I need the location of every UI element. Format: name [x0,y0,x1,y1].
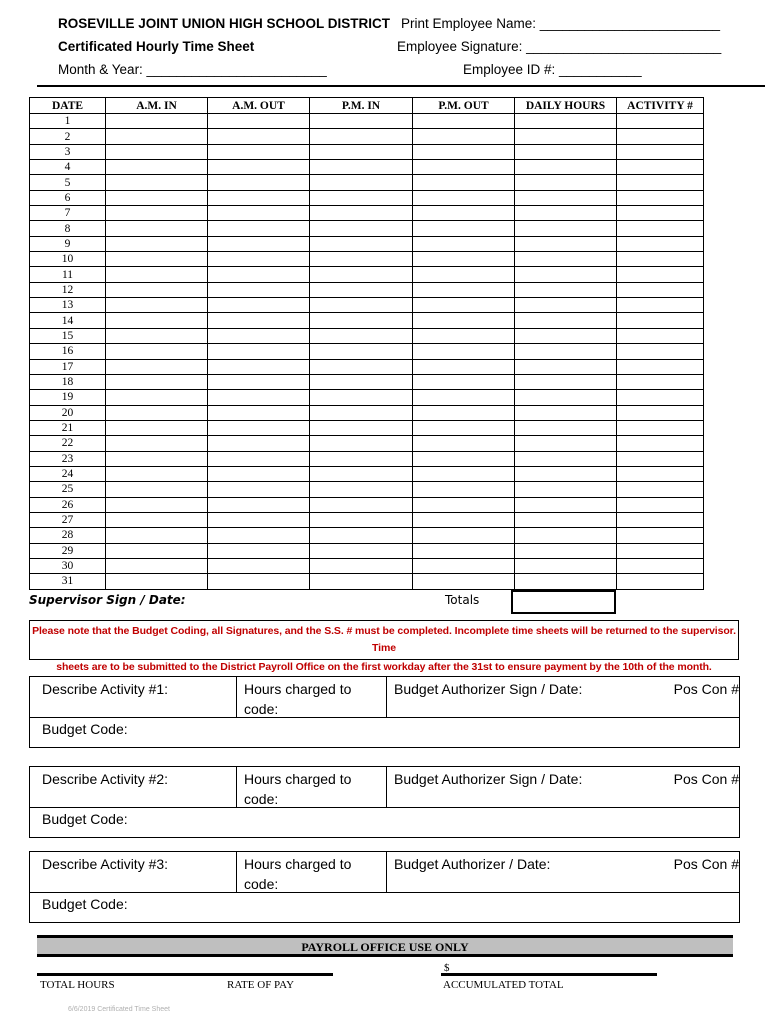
time-entry-cell[interactable] [208,344,310,359]
time-entry-cell[interactable] [310,114,413,129]
time-entry-cell[interactable] [617,190,704,205]
budget-code-field[interactable]: Budget Code: [42,811,128,827]
time-entry-cell[interactable] [106,221,208,236]
time-entry-cell[interactable] [617,114,704,129]
time-entry-cell[interactable] [208,206,310,221]
time-entry-cell[interactable] [413,512,515,527]
time-entry-cell[interactable] [310,282,413,297]
describe-activity-field[interactable]: Describe Activity #1: [42,681,169,697]
employee-id-field[interactable]: Employee ID #: ___________ [463,62,642,77]
day-number: 20 [30,405,106,420]
time-entry-cell[interactable] [310,451,413,466]
time-entry-cell[interactable] [106,344,208,359]
accumulated-total-label: ACCUMULATED TOTAL [443,979,564,991]
table-row [30,344,704,359]
time-entry-cell[interactable] [515,451,617,466]
time-entry-cell[interactable] [413,190,515,205]
time-entry-cell[interactable] [106,236,208,251]
supervisor-sign-label: Supervisor Sign / Date: [29,593,186,607]
day-number: 2 [30,129,106,144]
time-entry-cell[interactable] [515,420,617,435]
time-entry-cell[interactable] [617,175,704,190]
grid-col-header: ACTIVITY # [617,98,704,114]
time-entry-cell[interactable] [515,114,617,129]
table-row [30,236,704,251]
table-row [30,574,704,589]
time-entry-cell[interactable] [106,206,208,221]
time-entry-cell[interactable] [515,144,617,159]
table-row [30,420,704,435]
time-entry-cell[interactable] [208,313,310,328]
table-row [30,451,704,466]
accumulated-total-line[interactable] [441,973,657,976]
time-entry-cell[interactable] [310,206,413,221]
table-row [30,144,704,159]
time-entry-cell[interactable] [617,252,704,267]
day-number: 5 [30,175,106,190]
grid-col-header: DAILY HOURS [515,98,617,114]
time-entry-cell[interactable] [413,313,515,328]
table-row [30,114,704,129]
time-entry-cell[interactable] [617,160,704,175]
time-entry-cell[interactable] [208,236,310,251]
budget-authorizer-field[interactable]: Budget Authorizer Sign / Date: [394,771,583,787]
time-entry-cell[interactable] [106,175,208,190]
day-number: 23 [30,451,106,466]
grid-header-row [30,98,704,114]
time-entry-cell[interactable] [413,129,515,144]
time-entry-cell[interactable] [208,298,310,313]
time-entry-cell[interactable] [413,236,515,251]
time-entry-cell[interactable] [208,512,310,527]
day-number: 7 [30,206,106,221]
time-entry-cell[interactable] [106,466,208,481]
time-entry-cell[interactable] [413,466,515,481]
time-entry-cell[interactable] [515,221,617,236]
day-number: 28 [30,528,106,543]
time-entry-cell[interactable] [413,390,515,405]
time-entry-cell[interactable] [413,451,515,466]
table-row [30,374,704,389]
time-entry-cell[interactable] [310,466,413,481]
time-entry-cell[interactable] [208,436,310,451]
note-line-1: Please note that the Budget Coding, all Signatures, and the S.S. # must be completed. Incomplete time sheets will be returned to the supervisor. Time [32,625,736,654]
hours-charged-field[interactable]: Hours charged to code: [244,681,352,717]
time-entry-cell[interactable] [413,114,515,129]
table-row [30,512,704,527]
time-entry-cell[interactable] [106,267,208,282]
time-entry-cell[interactable] [208,482,310,497]
hours-charged-field[interactable]: Hours charged to code: [244,771,352,807]
time-entry-cell[interactable] [617,313,704,328]
time-entry-cell[interactable] [515,497,617,512]
time-entry-cell[interactable] [515,298,617,313]
time-entry-cell[interactable] [413,144,515,159]
note-line-2: sheets are to be submitted to the District Payroll Office on the first workday after the 31st to ensure payment by the 10th of the month. [56,661,712,673]
time-entry-cell[interactable] [208,221,310,236]
time-entry-cell[interactable] [310,344,413,359]
day-number: 31 [30,574,106,589]
time-entry-cell[interactable] [515,359,617,374]
time-entry-cell[interactable] [515,512,617,527]
time-entry-cell[interactable] [310,512,413,527]
grid-col-header: P.M. OUT [413,98,515,114]
time-entry-cell[interactable] [310,313,413,328]
day-number: 18 [30,374,106,389]
time-entry-cell[interactable] [617,359,704,374]
time-entry-cell[interactable] [106,359,208,374]
day-number: 17 [30,359,106,374]
day-number: 12 [30,282,106,297]
activity-block-2 [29,766,740,838]
day-number: 22 [30,436,106,451]
time-entry-cell[interactable] [617,221,704,236]
time-entry-cell[interactable] [208,466,310,481]
time-entry-cell[interactable] [208,574,310,589]
table-row [30,175,704,190]
time-entry-cell[interactable] [515,252,617,267]
grid-col-header: A.M. OUT [208,98,310,114]
time-entry-cell[interactable] [617,420,704,435]
time-entry-cell[interactable] [310,359,413,374]
day-number: 21 [30,420,106,435]
time-entry-cell[interactable] [515,190,617,205]
time-entry-cell[interactable] [413,252,515,267]
time-entry-cell[interactable] [515,344,617,359]
time-entry-cell[interactable] [617,282,704,297]
table-row [30,282,704,297]
time-entry-cell[interactable] [208,374,310,389]
district-name: ROSEVILLE JOINT UNION HIGH SCHOOL DISTRICT [58,16,391,31]
day-number: 25 [30,482,106,497]
time-entry-cell[interactable] [310,482,413,497]
time-entry-cell[interactable] [106,298,208,313]
activity-block-1 [29,676,740,748]
table-row [30,206,704,221]
time-entry-cell[interactable] [310,328,413,343]
time-entry-cell[interactable] [515,390,617,405]
month-year-field[interactable]: Month & Year: ________________________ [58,62,327,77]
time-entry-cell[interactable] [310,144,413,159]
table-row [30,497,704,512]
time-entry-cell[interactable] [208,543,310,558]
time-entry-cell[interactable] [413,574,515,589]
total-hours-label: TOTAL HOURS [40,979,115,991]
time-entry-cell[interactable] [106,497,208,512]
time-entry-cell[interactable] [617,267,704,282]
time-entry-cell[interactable] [617,129,704,144]
table-row [30,252,704,267]
day-number: 10 [30,252,106,267]
table-row [30,313,704,328]
time-entry-cell[interactable] [310,160,413,175]
day-number: 6 [30,190,106,205]
table-row [30,482,704,497]
time-entry-cell[interactable] [515,206,617,221]
table-row [30,359,704,374]
day-number: 4 [30,160,106,175]
table-row [30,190,704,205]
pos-con-field[interactable]: Pos Con # [673,856,739,872]
time-entry-cell[interactable] [617,390,704,405]
time-entry-cell[interactable] [106,190,208,205]
time-entry-cell[interactable] [617,405,704,420]
time-entry-cell[interactable] [617,344,704,359]
table-row [30,543,704,558]
time-entry-cell[interactable] [208,267,310,282]
time-entry-cell[interactable] [413,359,515,374]
submission-note [29,620,739,673]
totals-label: Totals [445,593,480,607]
time-entry-cell[interactable] [515,282,617,297]
time-entry-cell[interactable] [208,328,310,343]
time-entry-cell[interactable] [310,436,413,451]
time-entry-cell[interactable] [106,160,208,175]
day-number: 14 [30,313,106,328]
time-entry-cell[interactable] [310,528,413,543]
time-entry-cell[interactable] [413,221,515,236]
time-entry-cell[interactable] [208,528,310,543]
time-entry-cell[interactable] [106,114,208,129]
time-entry-cell[interactable] [310,221,413,236]
activity-block-3 [29,851,740,923]
time-entry-cell[interactable] [310,129,413,144]
time-entry-cell[interactable] [310,267,413,282]
day-number: 27 [30,512,106,527]
table-row [30,528,704,543]
budget-code-field[interactable]: Budget Code: [42,896,128,912]
time-entry-cell[interactable] [617,298,704,313]
time-entry-cell[interactable] [310,497,413,512]
time-entry-cell[interactable] [106,252,208,267]
time-entry-cell[interactable] [617,543,704,558]
time-entry-cell[interactable] [208,160,310,175]
time-entry-cell[interactable] [413,528,515,543]
time-entry-cell[interactable] [515,129,617,144]
dollar-sign: $ [444,962,450,974]
time-entry-cell[interactable] [617,451,704,466]
day-number: 1 [30,114,106,129]
time-entry-cell[interactable] [106,129,208,144]
day-number: 16 [30,344,106,359]
time-entry-cell[interactable] [310,175,413,190]
time-entry-cell[interactable] [413,558,515,573]
time-entry-cell[interactable] [208,451,310,466]
time-entry-cell[interactable] [310,574,413,589]
time-entry-cell[interactable] [413,160,515,175]
time-entry-cell[interactable] [515,236,617,251]
time-entry-cell[interactable] [617,497,704,512]
table-row [30,436,704,451]
time-entry-cell[interactable] [106,436,208,451]
budget-code-field[interactable]: Budget Code: [42,721,128,737]
time-entry-cell[interactable] [208,558,310,573]
time-entry-cell[interactable] [106,528,208,543]
day-number: 11 [30,267,106,282]
time-entry-cell[interactable] [413,282,515,297]
time-entry-cell[interactable] [106,451,208,466]
table-row [30,129,704,144]
total-hours-line[interactable] [37,973,333,976]
time-entry-cell[interactable] [106,574,208,589]
time-entry-cell[interactable] [413,405,515,420]
time-entry-cell[interactable] [106,390,208,405]
time-entry-cell[interactable] [106,420,208,435]
grid-col-header: A.M. IN [106,98,208,114]
table-row [30,298,704,313]
time-entry-cell[interactable] [310,543,413,558]
time-entry-cell[interactable] [413,267,515,282]
grid-col-header: P.M. IN [310,98,413,114]
time-entry-cell[interactable] [208,129,310,144]
time-entry-cell[interactable] [413,328,515,343]
time-entry-cell[interactable] [310,298,413,313]
time-entry-cell[interactable] [208,390,310,405]
table-row [30,328,704,343]
time-entry-cell[interactable] [106,374,208,389]
time-entry-cell[interactable] [208,282,310,297]
time-entry-cell[interactable] [515,558,617,573]
footer-version: 6/6/2019 Certificated Time Sheet [68,1006,170,1013]
time-entry-cell[interactable] [515,405,617,420]
budget-authorizer-field[interactable]: Budget Authorizer / Date: [394,856,551,872]
day-number: 3 [30,144,106,159]
time-entry-cell[interactable] [208,405,310,420]
time-entry-cell[interactable] [617,574,704,589]
time-entry-cell[interactable] [106,282,208,297]
time-entry-cell[interactable] [515,528,617,543]
time-entry-cell[interactable] [106,512,208,527]
time-entry-cell[interactable] [515,436,617,451]
form-title: Certificated Hourly Time Sheet [58,39,255,54]
time-entry-cell[interactable] [617,558,704,573]
time-entry-cell[interactable] [617,528,704,543]
time-entry-cell[interactable] [413,175,515,190]
time-entry-cell[interactable] [515,175,617,190]
describe-activity-field[interactable]: Describe Activity #2: [42,771,169,787]
day-number: 30 [30,558,106,573]
time-entry-cell[interactable] [106,328,208,343]
time-entry-cell[interactable] [617,482,704,497]
time-entry-cell[interactable] [515,482,617,497]
time-entry-cell[interactable] [413,497,515,512]
payroll-office-title: PAYROLL OFFICE USE ONLY [301,940,469,954]
time-entry-cell[interactable] [515,574,617,589]
time-entry-cell[interactable] [515,543,617,558]
time-entry-cell[interactable] [208,420,310,435]
table-row [30,390,704,405]
time-entry-cell[interactable] [413,543,515,558]
pos-con-field[interactable]: Pos Con # [673,681,739,697]
day-number: 8 [30,221,106,236]
time-entry-cell[interactable] [310,236,413,251]
time-entry-cell[interactable] [106,543,208,558]
payroll-office-bar [37,935,733,957]
grid-body [30,114,704,590]
time-entry-cell[interactable] [515,313,617,328]
totals-input[interactable] [511,590,616,614]
time-entry-cell[interactable] [208,190,310,205]
table-row [30,405,704,420]
time-entry-cell[interactable] [515,374,617,389]
time-entry-cell[interactable] [208,359,310,374]
table-row [30,558,704,573]
time-entry-cell[interactable] [106,144,208,159]
time-entry-cell[interactable] [515,466,617,481]
day-number: 19 [30,390,106,405]
header-divider [37,85,765,87]
employee-signature-field[interactable]: Employee Signature: __________________________ [397,39,722,54]
day-number: 29 [30,543,106,558]
time-entry-cell[interactable] [515,328,617,343]
table-row [30,221,704,236]
time-entry-cell[interactable] [310,558,413,573]
time-entry-cell[interactable] [413,436,515,451]
time-entry-cell[interactable] [413,298,515,313]
day-number: 9 [30,236,106,251]
time-entry-cell[interactable] [310,390,413,405]
print-employee-name-field[interactable]: Print Employee Name: ________________________ [401,16,720,31]
time-entry-cell[interactable] [208,114,310,129]
day-number: 24 [30,466,106,481]
time-entry-cell[interactable] [310,190,413,205]
time-entry-cell[interactable] [617,236,704,251]
time-entry-cell[interactable] [413,482,515,497]
time-entry-cell[interactable] [310,252,413,267]
time-entry-cell[interactable] [617,144,704,159]
time-grid [29,97,704,590]
time-entry-cell[interactable] [208,497,310,512]
time-entry-cell[interactable] [413,344,515,359]
time-entry-cell[interactable] [617,206,704,221]
time-entry-cell[interactable] [617,512,704,527]
time-entry-cell[interactable] [617,374,704,389]
time-entry-cell[interactable] [208,175,310,190]
time-entry-cell[interactable] [413,206,515,221]
time-entry-cell[interactable] [515,160,617,175]
time-entry-cell[interactable] [208,144,310,159]
table-row [30,466,704,481]
table-row [30,267,704,282]
time-entry-cell[interactable] [617,466,704,481]
time-entry-cell[interactable] [310,420,413,435]
time-entry-cell[interactable] [413,420,515,435]
time-entry-cell[interactable] [106,405,208,420]
budget-authorizer-field[interactable]: Budget Authorizer Sign / Date: [394,681,583,697]
describe-activity-field[interactable]: Describe Activity #3: [42,856,169,872]
day-number: 13 [30,298,106,313]
pos-con-field[interactable]: Pos Con # [673,771,739,787]
hours-charged-field[interactable]: Hours charged to code: [244,856,352,892]
rate-of-pay-label: RATE OF PAY [227,979,295,991]
day-number: 15 [30,328,106,343]
time-entry-cell[interactable] [106,558,208,573]
time-entry-cell[interactable] [106,482,208,497]
time-entry-cell[interactable] [310,405,413,420]
time-entry-cell[interactable] [617,328,704,343]
time-entry-cell[interactable] [515,267,617,282]
table-row [30,160,704,175]
time-entry-cell[interactable] [106,313,208,328]
time-entry-cell[interactable] [208,252,310,267]
time-entry-cell[interactable] [617,436,704,451]
time-entry-cell[interactable] [310,374,413,389]
day-number: 26 [30,497,106,512]
time-entry-cell[interactable] [413,374,515,389]
grid-col-header: DATE [30,98,106,114]
